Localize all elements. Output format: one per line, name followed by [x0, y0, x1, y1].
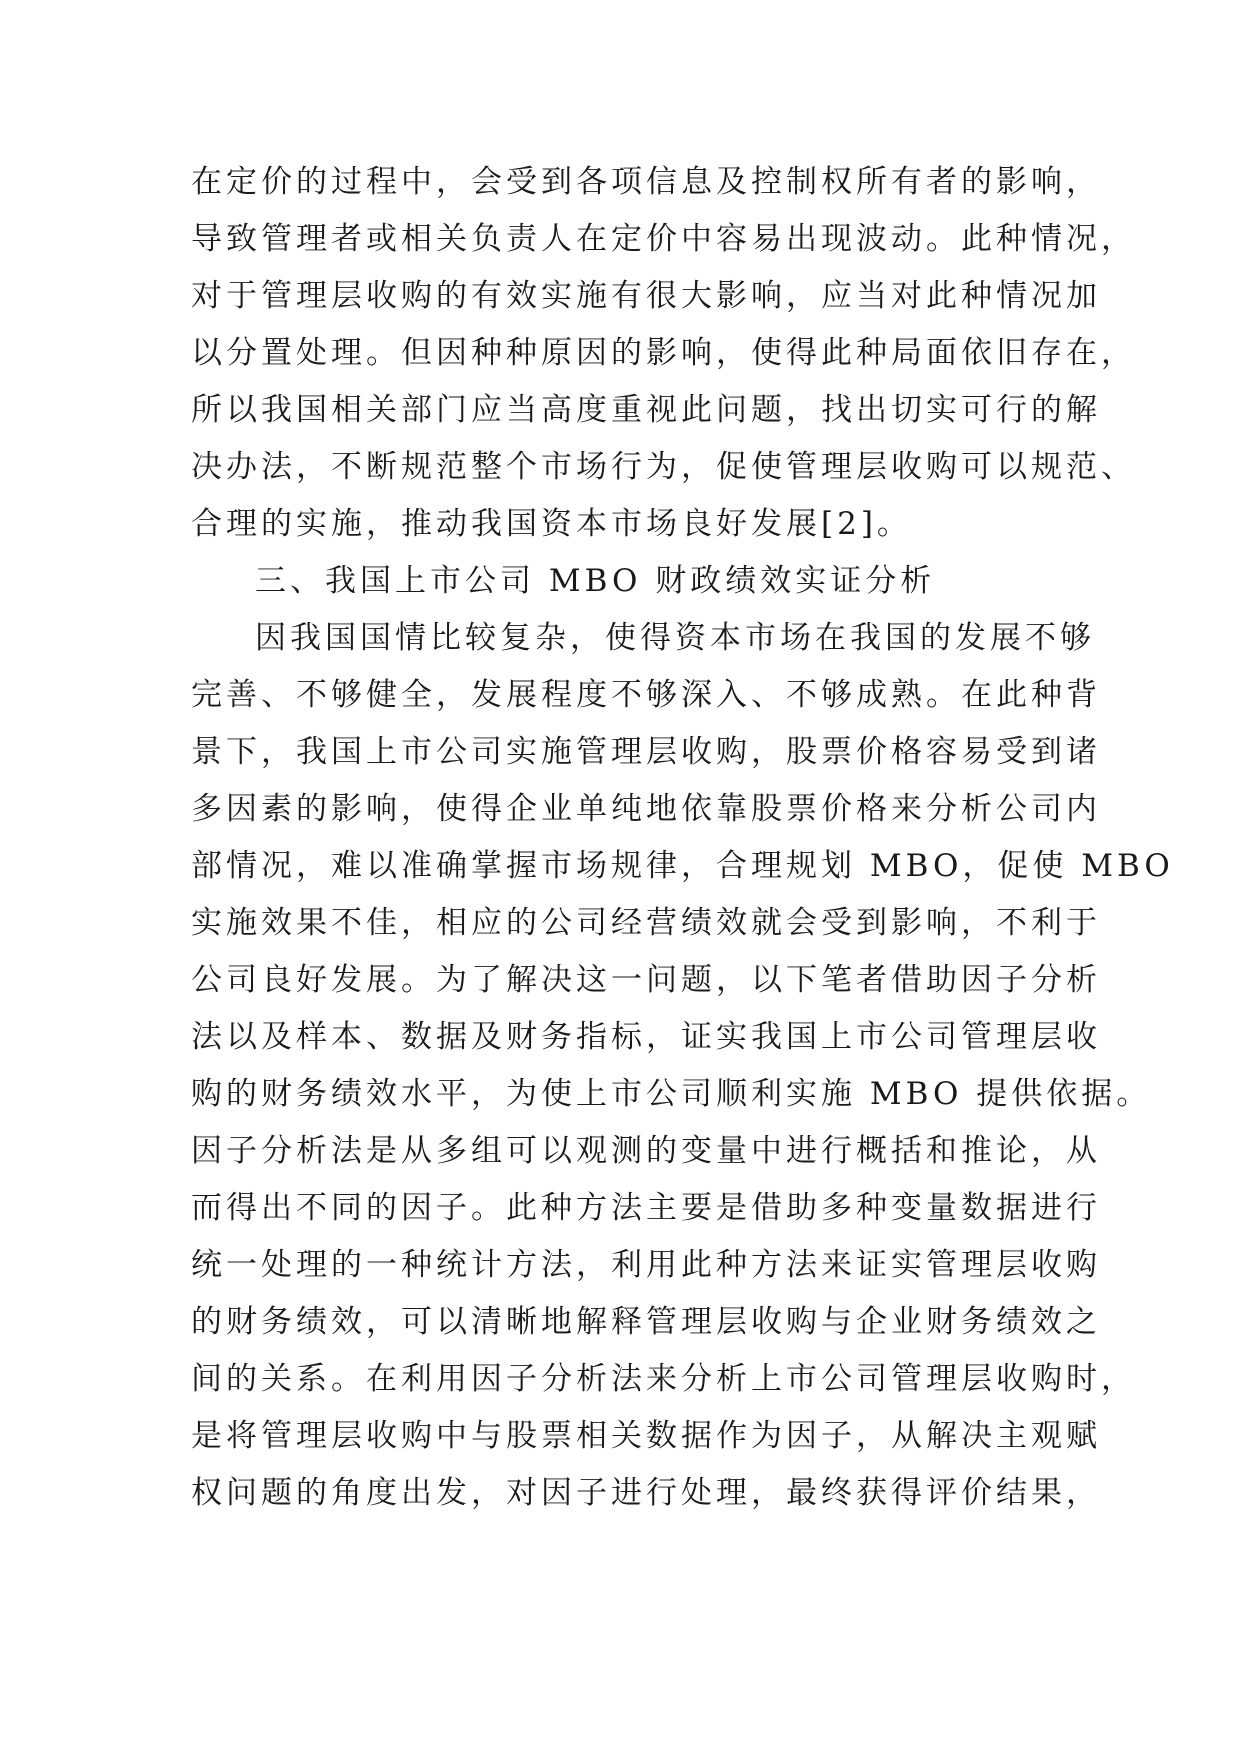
text-line: 是将管理层收购中与股票相关数据作为因子，从解决主观赋	[191, 1418, 1101, 1454]
text-line: 因子分析法是从多组可以观测的变量中进行概括和推论，从	[191, 1133, 1101, 1169]
text-line: 公司良好发展。为了解决这一问题，以下笔者借助因子分析	[191, 962, 1101, 998]
section-heading: 三、我国上市公司 MBO 财政绩效实证分析	[255, 563, 936, 599]
body-text	[191, 154, 1174, 1522]
text-line: 权问题的角度出发，对因子进行处理，最终获得评价结果，	[191, 1475, 1101, 1511]
text-line: 所以我国相关部门应当高度重视此问题，找出切实可行的解	[191, 392, 1101, 428]
text-line: 多因素的影响，使得企业单纯地依靠股票价格来分析公司内	[191, 791, 1101, 827]
text-line: 以分置处理。但因种种原因的影响，使得此种局面依旧存在，	[191, 335, 1136, 371]
text-line: 景下，我国上市公司实施管理层收购，股票价格容易受到诸	[191, 734, 1101, 770]
text-line: 导致管理者或相关负责人在定价中容易出现波动。此种情况，	[191, 221, 1136, 257]
text-line: 对于管理层收购的有效实施有很大影响，应当对此种情况加	[191, 278, 1101, 314]
text-line: 决办法，不断规范整个市场行为，促使管理层收购可以规范、	[191, 449, 1136, 485]
text-line: 在定价的过程中，会受到各项信息及控制权所有者的影响，	[191, 164, 1101, 200]
text-line: 法以及样本、数据及财务指标，证实我国上市公司管理层收	[191, 1019, 1101, 1055]
text-line: 间的关系。在利用因子分析法来分析上市公司管理层收购时，	[191, 1361, 1136, 1397]
text-line: 部情况，难以准确掌握市场规律，合理规划 MBO，促使 MBO	[191, 848, 1174, 884]
text-line: 因我国国情比较复杂，使得资本市场在我国的发展不够	[255, 620, 1095, 656]
text-line: 而得出不同的因子。此种方法主要是借助多种变量数据进行	[191, 1190, 1101, 1226]
text-line: 的财务绩效，可以清晰地解释管理层收购与企业财务绩效之	[191, 1304, 1101, 1340]
text-line: 统一处理的一种统计方法，利用此种方法来证实管理层收购	[191, 1247, 1101, 1283]
text-line: 实施效果不佳，相应的公司经营绩效就会受到影响，不利于	[191, 905, 1101, 941]
text-line: 购的财务绩效水平，为使上市公司顺利实施 MBO 提供依据。	[191, 1076, 1152, 1112]
text-line: 完善、不够健全，发展程度不够深入、不够成熟。在此种背	[191, 677, 1101, 713]
text-line: 合理的实施，推动我国资本市场良好发展[2]。	[191, 506, 912, 542]
